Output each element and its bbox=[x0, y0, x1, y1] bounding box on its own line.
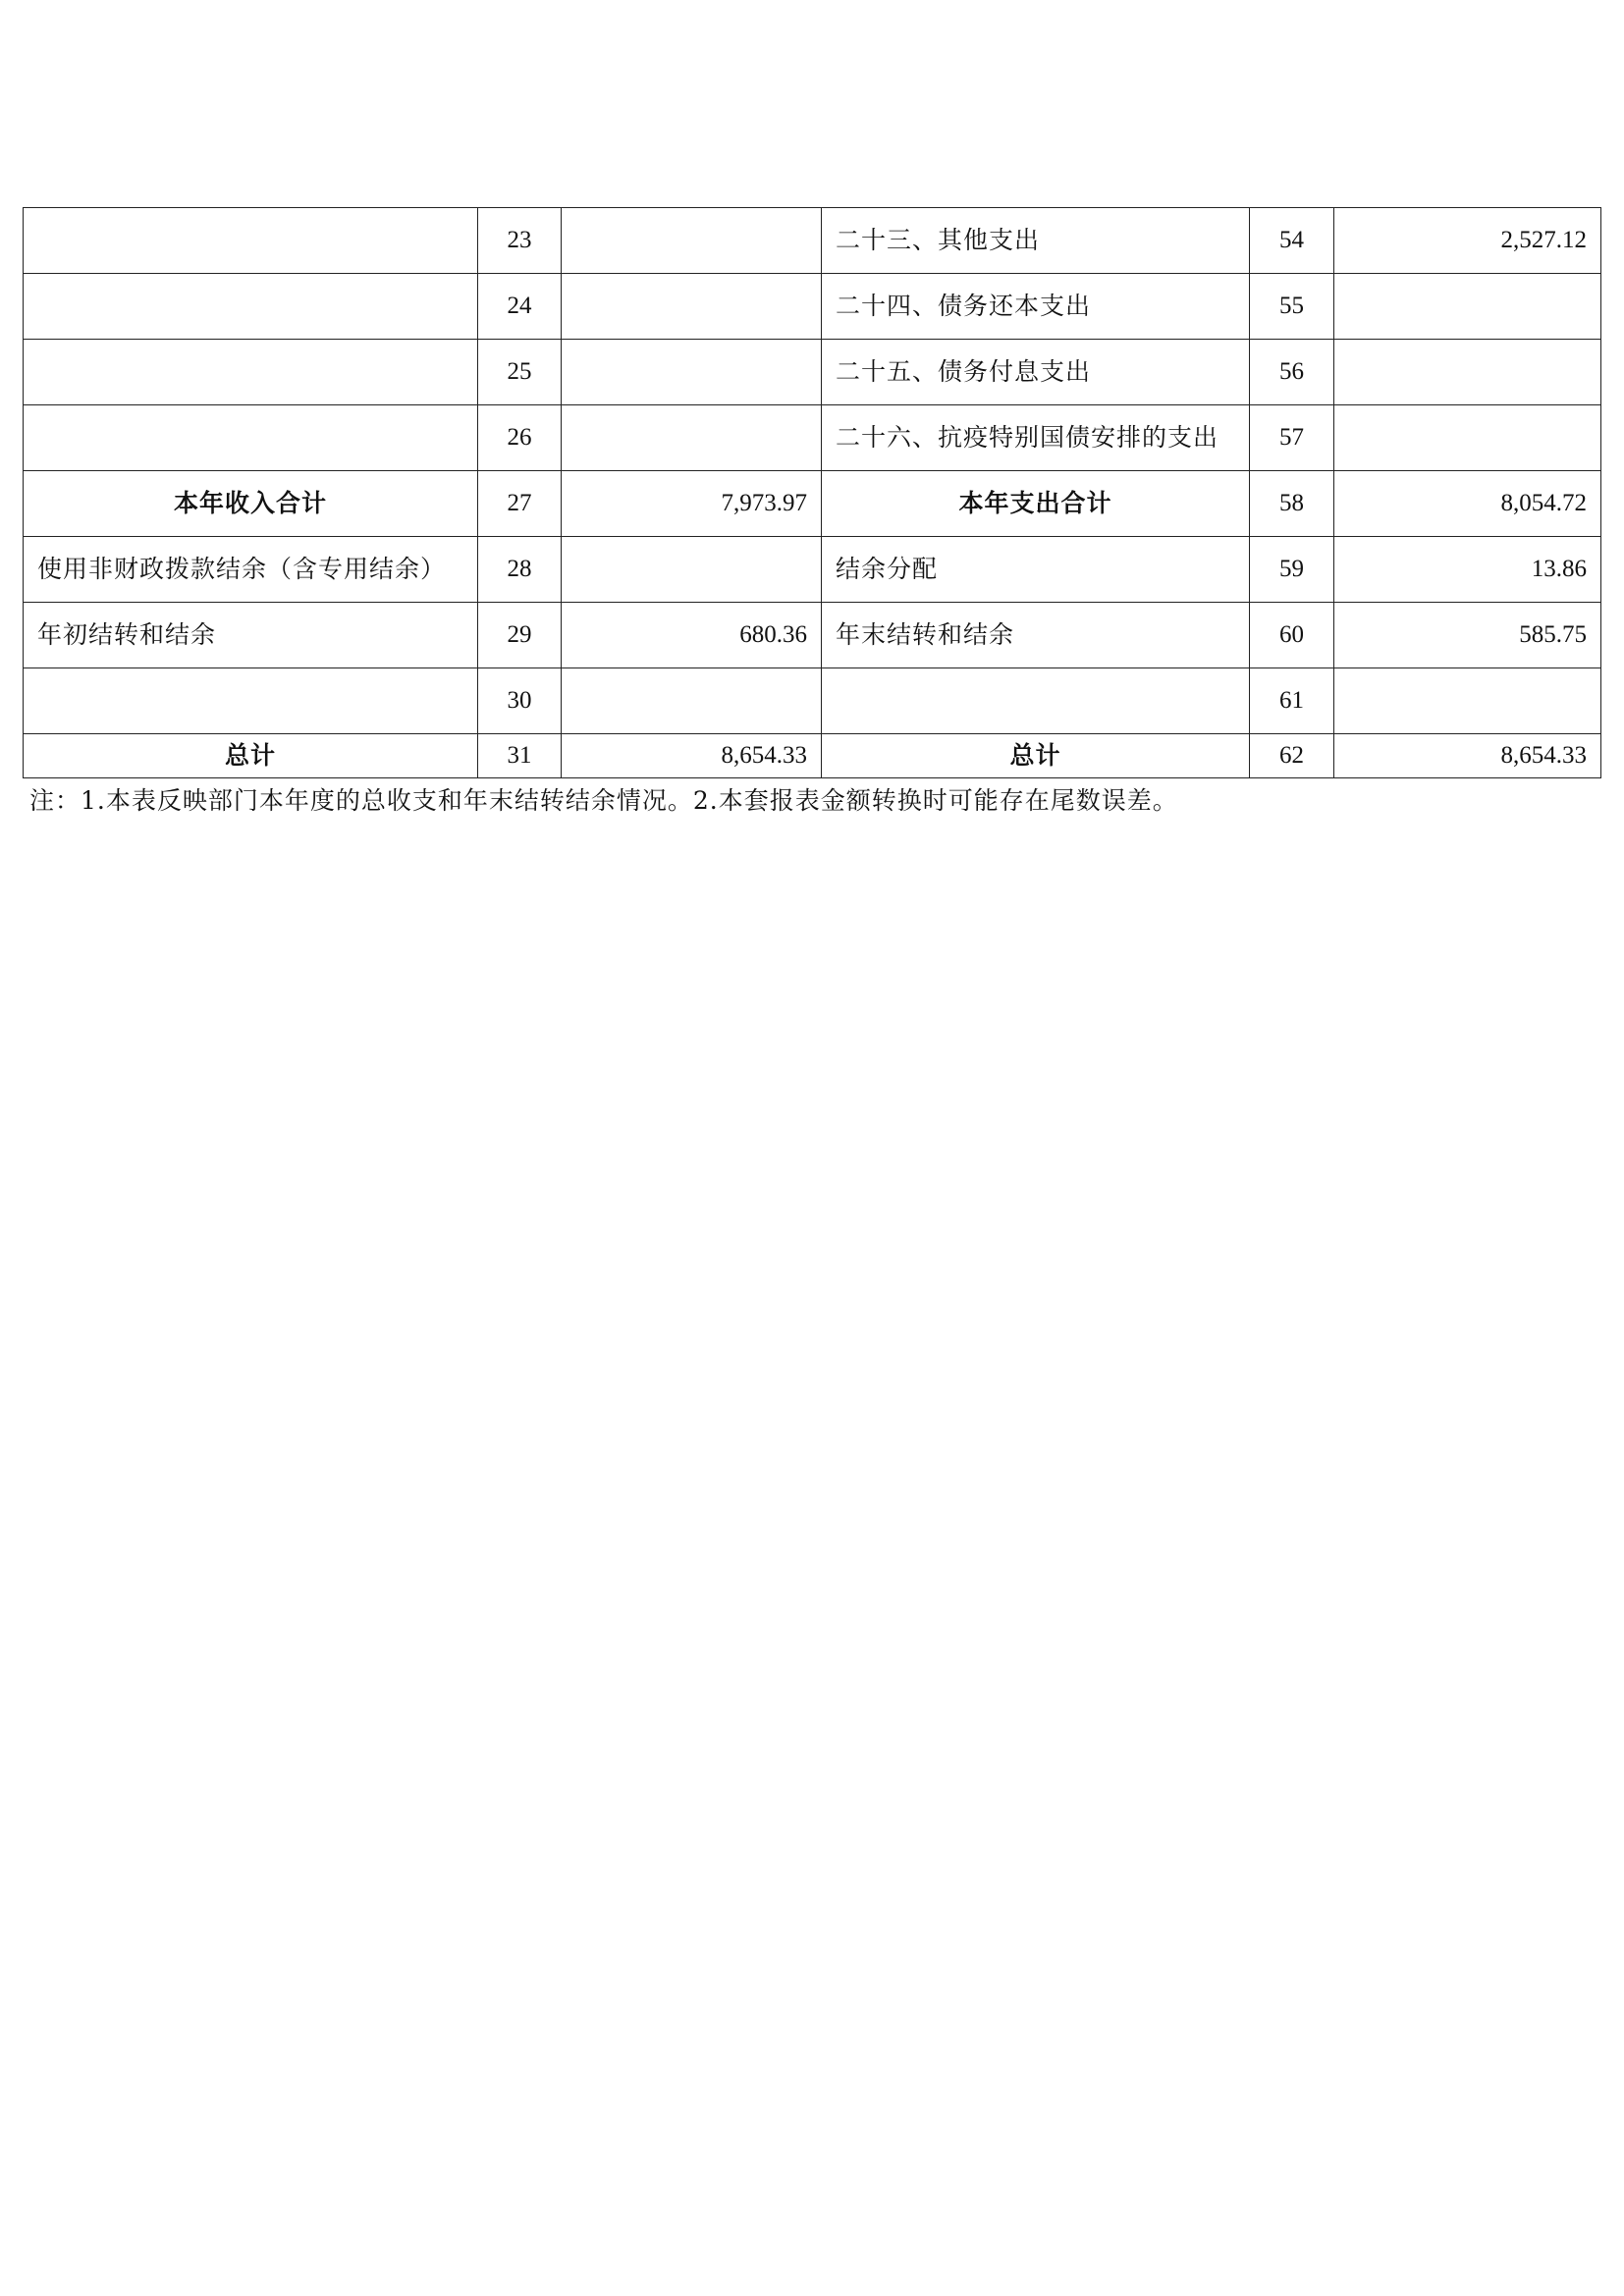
income-total-amount: 8,654.33 bbox=[562, 734, 822, 778]
income-row-number: 30 bbox=[478, 668, 562, 734]
expense-subtotal-amount: 8,054.72 bbox=[1334, 471, 1601, 537]
expense-row-number: 60 bbox=[1250, 603, 1334, 668]
table-row bbox=[24, 537, 1601, 603]
income-row-number: 29 bbox=[478, 603, 562, 668]
expense-item-label: 二十三、其他支出 bbox=[822, 208, 1250, 274]
expense-total-amount: 8,654.33 bbox=[1334, 734, 1601, 778]
expense-amount: 585.75 bbox=[1334, 603, 1601, 668]
income-amount bbox=[562, 274, 822, 340]
table-row bbox=[24, 274, 1601, 340]
expense-item-label: 二十六、抗疫特别国债安排的支出 bbox=[822, 405, 1250, 471]
income-amount bbox=[562, 537, 822, 603]
expense-row-number: 57 bbox=[1250, 405, 1334, 471]
expense-total-label: 总计 bbox=[822, 734, 1250, 778]
income-item-label: 年初结转和结余 bbox=[24, 603, 478, 668]
income-item-label bbox=[24, 405, 478, 471]
expense-item-label: 二十四、债务还本支出 bbox=[822, 274, 1250, 340]
expense-amount: 13.86 bbox=[1334, 537, 1601, 603]
income-row-number: 25 bbox=[478, 340, 562, 405]
expense-amount bbox=[1334, 405, 1601, 471]
table-row-subtotal bbox=[24, 471, 1601, 537]
budget-summary-table bbox=[23, 207, 1601, 778]
income-amount bbox=[562, 340, 822, 405]
expense-row-number: 58 bbox=[1250, 471, 1334, 537]
income-item-label bbox=[24, 668, 478, 734]
income-amount bbox=[562, 405, 822, 471]
expense-item-label: 年末结转和结余 bbox=[822, 603, 1250, 668]
income-item-label bbox=[24, 340, 478, 405]
table-row bbox=[24, 668, 1601, 734]
expense-row-number: 56 bbox=[1250, 340, 1334, 405]
table-row bbox=[24, 340, 1601, 405]
table-row-total bbox=[24, 734, 1601, 778]
expense-amount bbox=[1334, 274, 1601, 340]
income-item-label bbox=[24, 208, 478, 274]
expense-row-number: 61 bbox=[1250, 668, 1334, 734]
expense-row-number: 62 bbox=[1250, 734, 1334, 778]
income-row-number: 24 bbox=[478, 274, 562, 340]
expense-row-number: 54 bbox=[1250, 208, 1334, 274]
income-amount: 680.36 bbox=[562, 603, 822, 668]
expense-amount bbox=[1334, 340, 1601, 405]
income-row-number: 27 bbox=[478, 471, 562, 537]
expense-row-number: 59 bbox=[1250, 537, 1334, 603]
income-subtotal-label: 本年收入合计 bbox=[24, 471, 478, 537]
table-footnote: 注：1.本表反映部门本年度的总收支和年末结转结余情况。2.本套报表金额转换时可能存在尾数误差。 bbox=[29, 786, 1178, 815]
income-total-label: 总计 bbox=[24, 734, 478, 778]
table-row bbox=[24, 208, 1601, 274]
income-row-number: 28 bbox=[478, 537, 562, 603]
income-row-number: 23 bbox=[478, 208, 562, 274]
income-item-label bbox=[24, 274, 478, 340]
income-subtotal-amount: 7,973.97 bbox=[562, 471, 822, 537]
income-row-number: 31 bbox=[478, 734, 562, 778]
expense-item-label: 二十五、债务付息支出 bbox=[822, 340, 1250, 405]
expense-item-label bbox=[822, 668, 1250, 734]
expense-subtotal-label: 本年支出合计 bbox=[822, 471, 1250, 537]
table-row bbox=[24, 405, 1601, 471]
income-amount bbox=[562, 668, 822, 734]
expense-item-label: 结余分配 bbox=[822, 537, 1250, 603]
income-amount bbox=[562, 208, 822, 274]
expense-amount bbox=[1334, 668, 1601, 734]
expense-amount: 2,527.12 bbox=[1334, 208, 1601, 274]
table-row bbox=[24, 603, 1601, 668]
expense-row-number: 55 bbox=[1250, 274, 1334, 340]
income-item-label: 使用非财政拨款结余（含专用结余） bbox=[24, 537, 478, 603]
income-row-number: 26 bbox=[478, 405, 562, 471]
